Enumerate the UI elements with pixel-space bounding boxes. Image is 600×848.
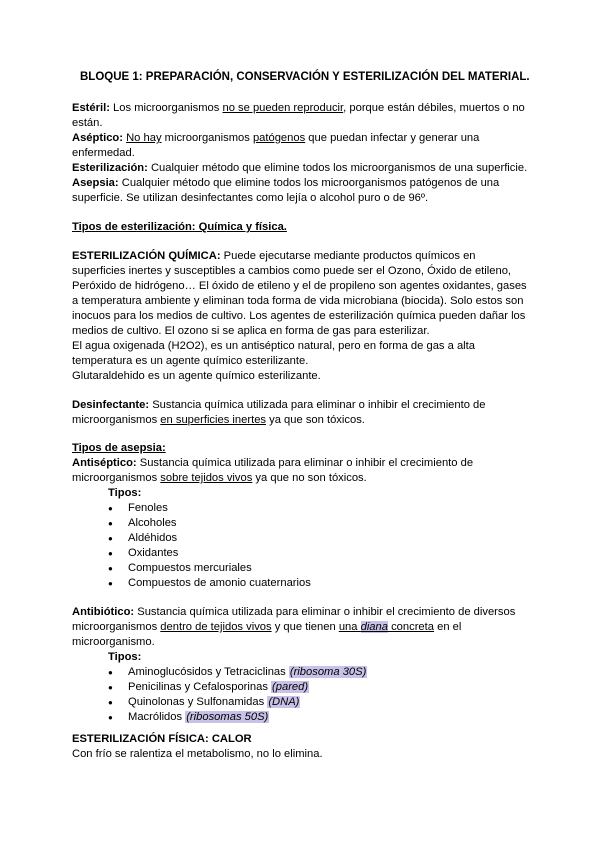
list-item: ● Aldéhidos xyxy=(128,531,177,546)
quimica-line-4: inocuos para los medios de cultivo. Los agentes de esterilización química pueden dañar los xyxy=(72,310,526,322)
section-heading-fisica: ESTERILIZACIÓN FÍSICA: CALOR xyxy=(72,733,252,745)
term: Antibiótico: xyxy=(72,606,135,618)
highlight: (ribosomas 50S) xyxy=(186,711,269,723)
def-antiseptico: Antiséptico: Sustancia química utilizada para eliminar o inhibir el crecimiento de xyxy=(72,457,474,469)
section-heading-tipos-esterilizacion: Tipos de esterilización: Química y física. xyxy=(72,221,287,233)
def-desinfectante: Desinfectante: Sustancia química utilizada para eliminar o inhibir el crecimiento de xyxy=(72,399,486,411)
list-item: ● Alcoholes xyxy=(128,516,177,531)
term: Asepsia: xyxy=(72,177,119,189)
def-antiseptico-cont: microorganismos sobre tejidos vivos ya que no son tóxicos. xyxy=(72,472,367,484)
list-item: ● Aminoglucósidos y Tetraciclinas (ribosoma 30S) xyxy=(128,665,367,680)
antibiotico-tipos-label: Tipos: xyxy=(108,651,142,663)
def-aseptico: Aséptico: No hay microorganismos patógenos que puedan infectar y generar una xyxy=(72,132,480,144)
list-item: ● Macrólidos (ribosomas 50S) xyxy=(128,710,269,725)
heading: ESTERILIZACIÓN QUÍMICA: xyxy=(72,250,221,262)
list-item: ● Fenoles xyxy=(128,501,168,516)
highlight: diana xyxy=(360,621,388,633)
list-item: ● Penicilinas y Cefalosporinas (pared) xyxy=(128,680,309,695)
section-heading-tipos-asepsia: Tipos de asepsia: xyxy=(72,442,166,454)
fisica-text: Con frío se ralentiza el metabolismo, no lo elimina. xyxy=(72,748,323,760)
list-item: ● Compuestos de amonio cuaternarios xyxy=(128,576,311,591)
quimica-line-0: ESTERILIZACIÓN QUÍMICA: Puede ejecutarse mediante productos químicos en xyxy=(72,250,476,262)
term: Esterilización: xyxy=(72,162,148,174)
antiseptico-tipos-label: Tipos: xyxy=(108,487,142,499)
term: Antiséptico: xyxy=(72,457,137,469)
def-desinfectante-cont: microorganismos en superficies inertes ya que son tóxicos. xyxy=(72,414,365,426)
list-item: ● Compuestos mercuriales xyxy=(128,561,252,576)
def-esteril: Estéril: Los microorganismos no se pueden reproducir, porque están débiles, muertos o no xyxy=(72,102,525,114)
term: Desinfectante: xyxy=(72,399,150,411)
def-esteril-cont: están. xyxy=(72,117,103,129)
quimica-line-5: medios de cultivo. El ozono si se aplica en forma de gas para esterilizar. xyxy=(72,325,430,337)
term: Estéril: xyxy=(72,102,110,114)
quimica-line-3: a temperatura ambiente y eliminan toda forma de vida microbiana (biocida). Solo estos son xyxy=(72,295,524,307)
def-antibiotico-cont: microorganismos dentro de tejidos vivos y que tienen una diana concreta en el xyxy=(72,621,462,633)
def-asepsia: Asepsia: Cualquier método que elimine todos los microorganismos patógenos de una xyxy=(72,177,500,189)
page-title: BLOQUE 1: PREPARACIÓN, CONSERVACIÓN Y ESTERILIZACIÓN DEL MATERIAL. xyxy=(80,71,530,83)
def-asepsia-cont: superficie. Se utilizan desinfectantes como lejía o alcohol puro o de 96º. xyxy=(72,192,429,204)
def-esterilizacion: Esterilización: Cualquier método que elimine todos los microorganismos de una superficie. xyxy=(72,162,528,174)
quimica-line-7: temperatura es un agente químico esterilizante. xyxy=(72,355,309,367)
list-item: ● Oxidantes xyxy=(128,546,178,561)
list-item: ● Quinolonas y Sulfonamidas (DNA) xyxy=(128,695,300,710)
quimica-line-8: Glutaraldehido es un agente químico esterilizante. xyxy=(72,370,321,382)
quimica-line-2: Peróxido de hidrógeno… El óxido de etileno y el de propileno son agentes oxidantes, gases xyxy=(72,280,527,292)
term: Aséptico: xyxy=(72,132,123,144)
def-aseptico-cont: enfermedad. xyxy=(72,147,135,159)
def-antibiotico-cont2: microorganismo. xyxy=(72,636,155,648)
highlight: (ribosoma 30S) xyxy=(289,666,367,678)
highlight: (DNA) xyxy=(268,696,300,708)
highlight: (pared) xyxy=(272,681,309,693)
quimica-line-6: El agua oxigenada (H2O2), es un antiséptico natural, pero en forma de gas a alta xyxy=(72,340,476,352)
def-antibiotico: Antibiótico: Sustancia química utilizada para eliminar o inhibir el crecimiento de diversos xyxy=(72,606,516,618)
quimica-line-1: superficies inertes y susceptibles a cambios como puede ser el Ozono, Óxido de etileno, xyxy=(72,265,512,277)
